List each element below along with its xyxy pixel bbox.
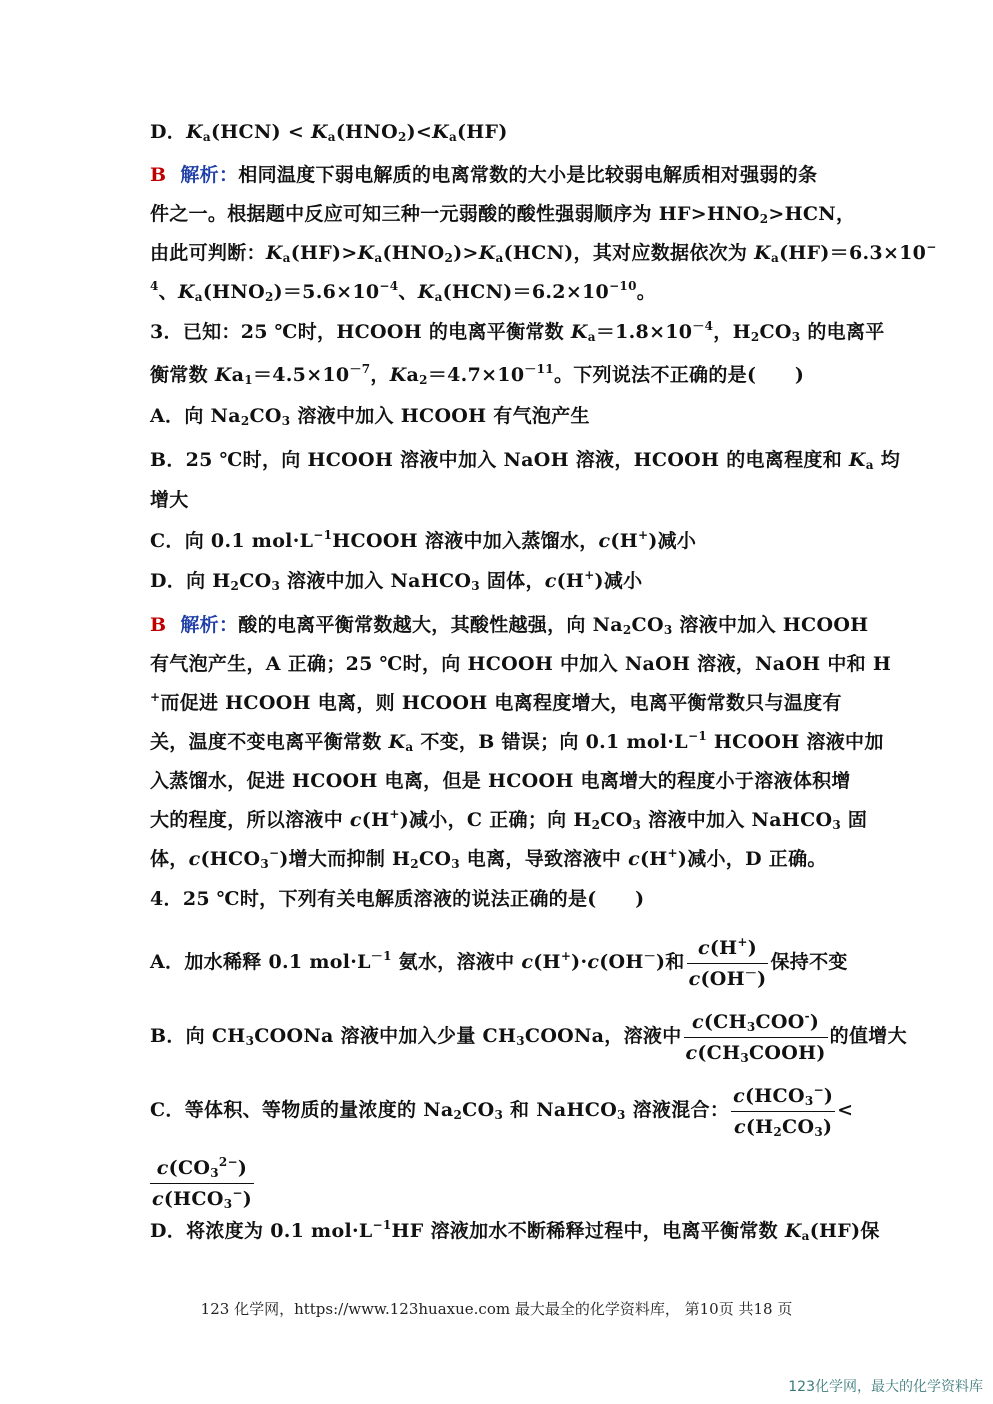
option-d-previous: D．$K_a(HCN) < K_a(HNO_2)<K_a(HF)$	[150, 121, 508, 144]
question-4-option-a: A．加水稀释 0.1 $mol\cdot L^{-1}$ 氨水，溶液中 c(H+)·c(OH－)和 $\frac{c(H^+)}{c(OH^-)}$ 保持不变	[150, 934, 848, 990]
question-4-option-b: B．向 $CH_3COONa$ 溶液中加入少量 $CH_3COONa$，溶液中 $\frac{c(CH_3COO^-)}{c(CH_3COOH)}$ 的值增大	[150, 1008, 907, 1065]
solution-2-line-3: +而促进 HCOOH 电离，则 HCOOH 电离程度增大，电离平衡常数只与温度有	[150, 690, 842, 714]
solution-1-line-2: 件之一。根据题中反应可知三种一元弱酸的酸性强弱顺序为 $HF>HNO_2>HCN$，	[150, 203, 856, 226]
question-3-stem-line-1: 3．已知：25 ℃时，HCOOH 的电离平衡常数 $K_a=1.8\times 10^{-4}$，$H_2CO_3$ 的电离平	[150, 319, 885, 344]
question-3-option-b: B．25 ℃时，向 HCOOH 溶液中加入 NaOH 溶液，HCOOH 的电离程度和 $K_a$ 均	[150, 449, 901, 472]
question-3-option-d: D．向 $H_2CO_3$ 溶液中加入 NaHCO$_3$ 固体，c(H+)减小	[150, 568, 643, 593]
fraction-co3-over-hco3: $\frac{c(CO_3^{2-})}{c(HCO_3^-)}$	[152, 1154, 253, 1211]
solution-1-line-4: $^4$、$K_a(HNO_2)=5.6\times 10^{-4}$、$K_a(HCN)=6.2\times 10^{-10}$。	[150, 279, 657, 304]
analysis-label: 解析：	[180, 164, 239, 186]
page-footer: 123 化学网，https://www.123huaxue.com 最大最全的化学资料库， 第10页 共18 页	[200, 1300, 793, 1318]
solution-2-line-4: 关，温度不变电离平衡常数 $K_a$ 不变，B 错误；向 0.1 $mol\cdot L^{-1}$ HCOOH 溶液中加	[150, 729, 884, 754]
fraction-acetate-ratio: $\frac{c(CH_3COO^-)}{c(CH_3COOH)}$	[685, 1008, 826, 1065]
question-3-option-c: C．向 0.1 $mol\cdot L^{-1}HCOOH$ 溶液中加入蒸馏水，c(H+)减小	[150, 528, 697, 552]
solution-1-line-1: B 解析：相同温度下弱电解质的电离常数的大小是比较弱电解质相对强弱的条	[150, 164, 818, 186]
question-4-stem: 4．25 ℃时，下列有关电解质溶液的说法正确的是( )	[150, 888, 645, 910]
solution-2-line-5: 入蒸馏水，促进 HCOOH 电离，但是 HCOOH 电离增大的程度小于溶液体积增	[150, 770, 851, 792]
question-3-option-a: A．向 $Na_2CO_3$ 溶液中加入 HCOOH 有气泡产生	[150, 405, 590, 428]
solution-2-line-1: B 解析：酸的电离平衡常数越大，其酸性越强，向 $Na_2CO_3$ 溶液中加入 HCOOH	[150, 614, 869, 637]
solution-2-line-7: 体，$c(HCO_3^-)$增大而抑制 $H_2CO_3$ 电离，导致溶液中 c(H+)减小，D 正确。	[150, 846, 827, 871]
question-4-option-c-cont	[150, 1150, 850, 1214]
question-3-option-b-cont: 增大	[150, 489, 189, 511]
question-3-stem-line-2: 衡常数 $Ka_1=4.5\times 10^{-7}$，$Ka_2=4.7\times 10^{-11}$。下列说法不正确的是( )	[150, 362, 805, 387]
fraction-h-over-oh: $\frac{c(H^+)}{c(OH^-)}$	[688, 934, 767, 990]
question-4-option-d: D．将浓度为 0.1 $mol\cdot L^{-1}HF$ 溶液加水不断稀释过程中，电离平衡常数 $K_a(HF)$保	[150, 1218, 880, 1243]
solution-1-line-3: 由此可判断：$K_a(HF)>K_a(HNO_2)>K_a(HCN)$，其对应数据依次为 $K_a(HF)=6.3\times 10^-$	[150, 240, 937, 265]
question-4-option-c: C．等体积、等物质的量浓度的 $Na_2CO_3$ 和 NaHCO$_3$ 溶液混合： $\frac{c(HCO_3^-)}{c(H_2CO_3)}$ <	[150, 1082, 854, 1139]
answer-letter: B	[150, 164, 167, 186]
solution-2-line-2: 有气泡产生，A 正确；25 ℃时，向 HCOOH 中加入 NaOH 溶液，NaOH 中和 H	[150, 653, 892, 675]
fraction-hco3-over-h2co3: $\frac{c(HCO_3^-)}{c(H_2CO_3)}$	[733, 1082, 834, 1139]
solution-2-line-6: 大的程度，所以溶液中 c(H+)减小，C 正确；向 $H_2CO_3$ 溶液中加入 NaHCO$_3$ 固	[150, 807, 868, 832]
answer-letter: B	[150, 614, 167, 636]
watermark: 123化学网，最大的化学资料库	[788, 1379, 983, 1395]
analysis-label: 解析：	[180, 614, 239, 636]
